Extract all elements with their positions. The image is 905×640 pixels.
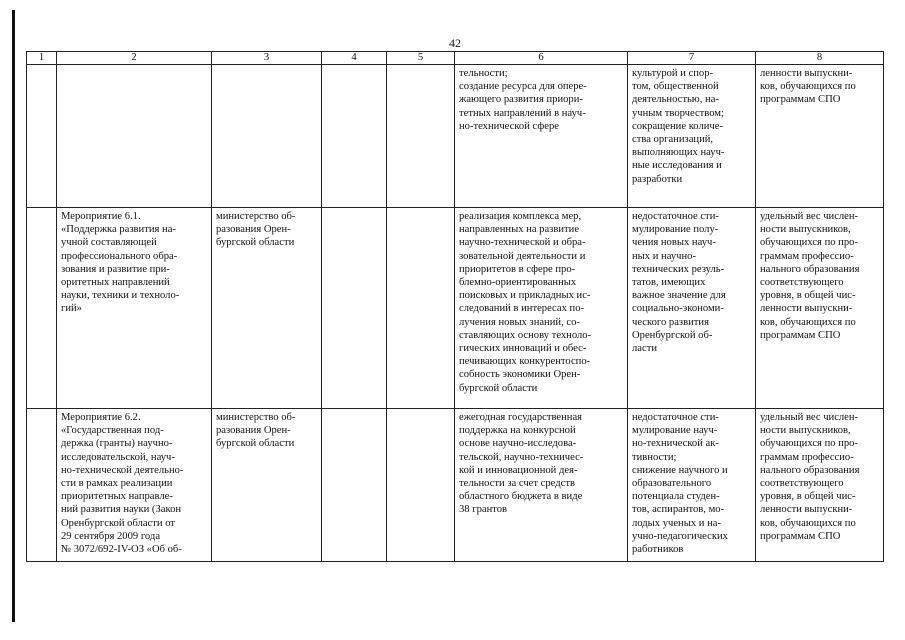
table-cell: министерство об- разования Орен- бургской области xyxy=(212,409,322,562)
column-number: 5 xyxy=(387,52,455,65)
table-cell: культурой и спор- том, общественной деятельностью, на- учным творчеством; сокращение количе- ства организаций, выполняющих науч- ные исследования и разработки xyxy=(628,65,756,208)
table-cell xyxy=(387,65,455,208)
column-number: 8 xyxy=(756,52,884,65)
table-cell xyxy=(322,208,387,409)
table-cell xyxy=(322,409,387,562)
page-binding-edge xyxy=(12,10,15,622)
table-cell: удельный вес числен- ности выпускников, обучающихся по про- граммам профессио- нального образования соответствующего уровня, в общей чис- ленности выпускни- ков, обучающихся по программам СПО xyxy=(756,208,884,409)
table-cell: Мероприятие 6.1. «Поддержка развития на- учной составляющей профессионального обра- зования и развитие при- оритетных направлений науки, техники и техноло- гий» xyxy=(57,208,212,409)
table-row-measure-6-2 xyxy=(27,409,884,562)
table-cell: ленности выпускни- ков, обучающихся по программам СПО xyxy=(756,65,884,208)
table-cell xyxy=(322,65,387,208)
document-table xyxy=(26,51,884,562)
table-cell: тельности; создание ресурса для опере- жающего развития приори- тетных направлений в науч- но-технической сфере xyxy=(455,65,628,208)
table-cell xyxy=(27,409,57,562)
table-row-measure-6-1 xyxy=(27,208,884,409)
table-cell xyxy=(27,208,57,409)
table-cell: реализация комплекса мер, направленных на развитие научно-технической и обра- зовательной деятельности и приоритетов в сфере про- блемно-ориентированных поисковых и прикладных ис- следований в интересах по- лучения новых знаний, со- ставляющих основу техноло- гических инноваций и обес- печивающих конкурентоспо- собность экономики Орен- бургской области xyxy=(455,208,628,409)
table-cell: недостаточное сти- мулирование науч- но-технической ак- тивности; снижение научного и образовательного потенциала студен- тов, аспирантов, мо- лодых ученых и на- учно-педагогических работников xyxy=(628,409,756,562)
table-cell: министерство об- разования Орен- бургской области xyxy=(212,208,322,409)
table-cell xyxy=(27,65,57,208)
column-number-row xyxy=(27,52,884,65)
table-cell: Мероприятие 6.2. «Государственная под- держка (гранты) научно- исследовательской, науч- но-технической деятельно- сти в рамках реализации приоритетных направле- ний развития науки (Закон Оренбургской области от 29 сентября 2009 года № 3072/692-IV-ОЗ «Об об- xyxy=(57,409,212,562)
table-cell xyxy=(387,409,455,562)
table-cell xyxy=(57,65,212,208)
column-number: 4 xyxy=(322,52,387,65)
table-row-continuation xyxy=(27,65,884,208)
table-cell: ежегодная государственная поддержка на конкурсной основе научно-исследова- тельской, научно-техничес- кой и инновационной дея- тельности за счет средств областного бюджета в виде 38 грантов xyxy=(455,409,628,562)
column-number: 1 xyxy=(27,52,57,65)
column-number: 6 xyxy=(455,52,628,65)
table-cell xyxy=(212,65,322,208)
table-cell: удельный вес числен- ности выпускников, обучающихся по про- граммам профессио- нального образования соответствующего уровня, в общей чис- ленности выпускни- ков, обучающихся по программам СПО xyxy=(756,409,884,562)
table-cell xyxy=(387,208,455,409)
column-number: 3 xyxy=(212,52,322,65)
column-number: 7 xyxy=(628,52,756,65)
table-cell: недостаточное сти- мулирование полу- чения новых науч- ных и научно- технических резуль- татов, имеющих важное значение для социально-экономи- ческого развития Оренбургской об- ласти xyxy=(628,208,756,409)
column-number: 2 xyxy=(57,52,212,65)
page-number: 42 xyxy=(449,36,461,50)
